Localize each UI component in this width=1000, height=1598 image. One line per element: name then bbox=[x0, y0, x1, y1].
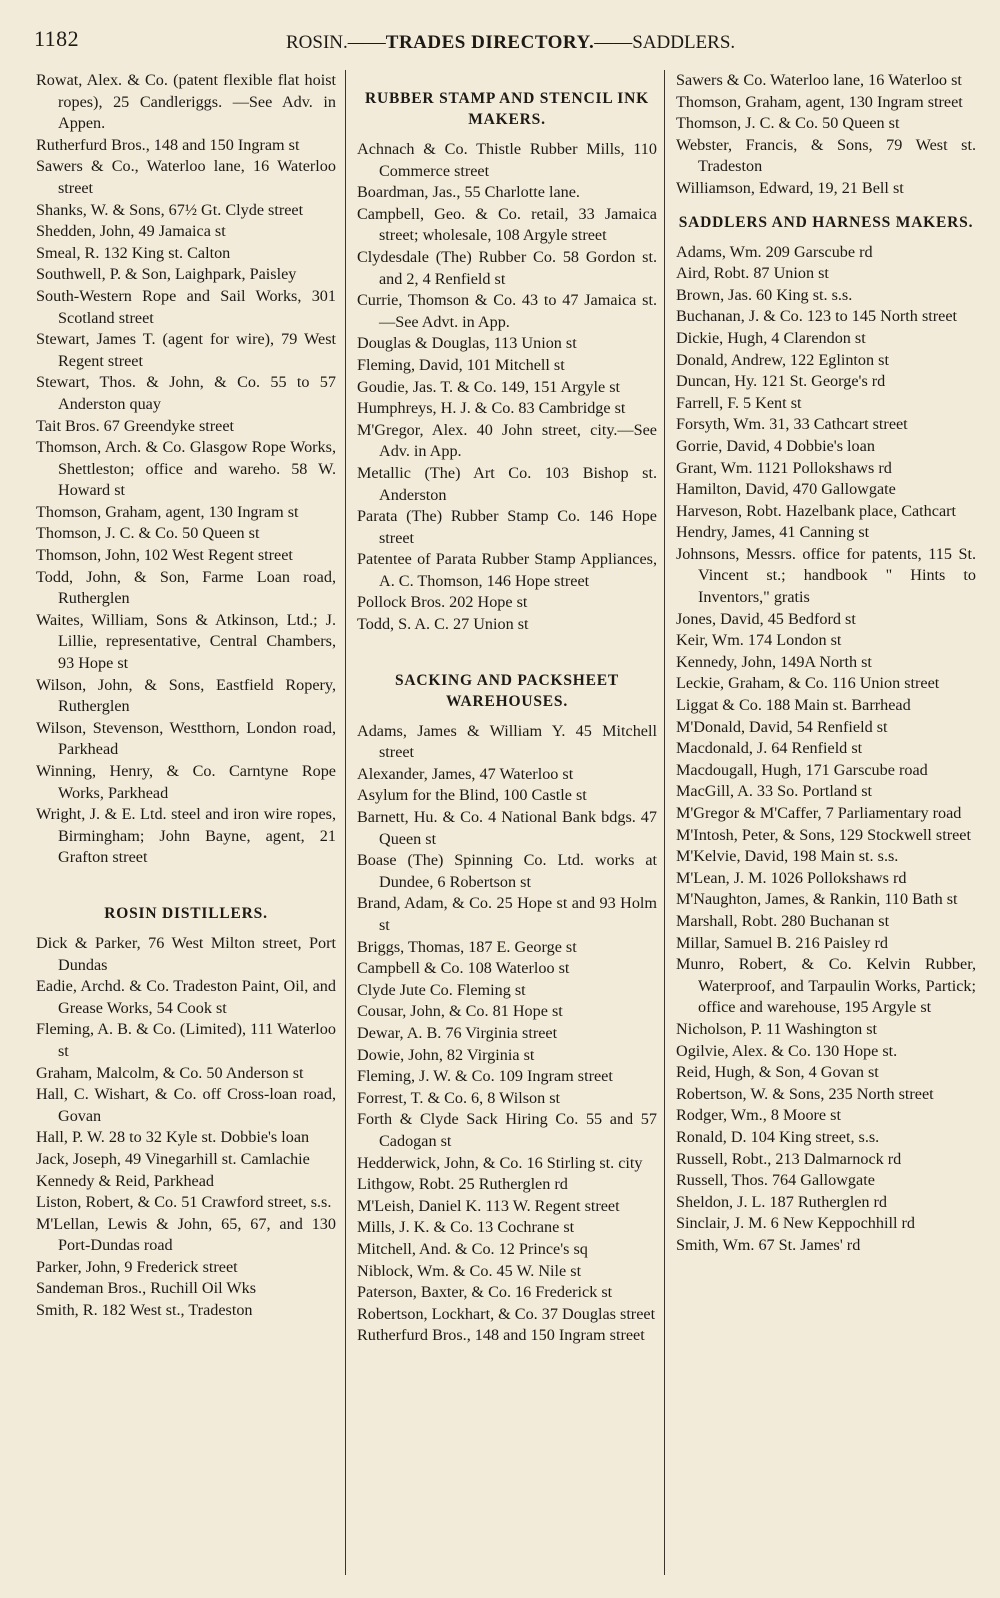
directory-entry: Clydesdale (The) Rubber Co. 58 Gordon st. and 2, 4 Renfield st bbox=[357, 247, 657, 288]
directory-entry: Waites, William, Sons & Atkinson, Ltd.; J. Lillie, representative, Central Chambers, 93 Hope st bbox=[36, 610, 336, 673]
section-heading-rubber-stamp: RUBBER STAMP AND STENCIL INK MAKERS. bbox=[365, 90, 649, 128]
directory-entry: Nicholson, P. 11 Washington st bbox=[676, 1019, 878, 1038]
directory-entry: MacGill, A. 33 So. Portland st bbox=[676, 782, 873, 801]
directory-entry: Aird, Robt. 87 Union st bbox=[676, 264, 829, 283]
directory-entry: Russell, Thos. 764 Gallowgate bbox=[676, 1171, 875, 1190]
directory-entry: Shanks, W. & Sons, 67½ Gt. Clyde street bbox=[36, 200, 304, 219]
directory-entry: Millar, Samuel B. 216 Paisley rd bbox=[676, 933, 889, 952]
directory-entry: Thomson, Graham, agent, 130 Ingram street bbox=[676, 92, 963, 111]
directory-entry: Rodger, Wm., 8 Moore st bbox=[676, 1106, 841, 1125]
rubber-stamp-entries bbox=[357, 139, 657, 636]
directory-entry: Sawers & Co., Waterloo lane, 16 Waterloo street bbox=[36, 157, 336, 197]
directory-entry: Graham, Malcolm, & Co. 50 Anderson st bbox=[36, 1063, 304, 1082]
directory-entry: Forsyth, Wm. 31, 33 Cathcart street bbox=[676, 415, 908, 434]
directory-entry: Briggs, Thomas, 187 E. George st bbox=[357, 937, 577, 956]
directory-entry: Robertson, W. & Sons, 235 North street bbox=[676, 1084, 934, 1103]
column-middle bbox=[357, 70, 657, 1347]
directory-entry: Alexander, James, 47 Waterloo st bbox=[357, 764, 574, 783]
directory-entry: Todd, John, & Son, Farme Loan road, Rutherglen bbox=[36, 567, 336, 608]
directory-entry: Wright, J. & E. Ltd. steel and iron wire ropes, Birmingham; John Bayne, agent, 21 Grafton street bbox=[36, 805, 336, 867]
section-heading-saddlers: SADDLERS AND HARNESS MAKERS. bbox=[678, 213, 974, 231]
directory-entry: Rowat, Alex. & Co. (patent flexible flat hoist ropes), 25 Candleriggs. —See Adv. in Appen. bbox=[36, 71, 336, 133]
directory-entry: Sandeman Bros., Ruchill Oil Wks bbox=[36, 1279, 257, 1298]
directory-entry: Kennedy & Reid, Parkhead bbox=[36, 1171, 215, 1190]
directory-entry: Russell, Robt., 213 Dalmarnock rd bbox=[676, 1149, 902, 1168]
directory-entry: Thomson, John, 102 West Regent street bbox=[36, 546, 293, 565]
directory-entry: Thomson, Graham, agent, 130 Ingram st bbox=[36, 502, 299, 521]
column-rule-right bbox=[664, 70, 665, 1575]
directory-entry: M'Intosh, Peter, & Sons, 129 Stockwell street bbox=[676, 825, 971, 844]
directory-entry: Ogilvie, Alex. & Co. 130 Hope st. bbox=[676, 1041, 898, 1060]
directory-entry: Lithgow, Robt. 25 Rutherglen rd bbox=[357, 1175, 568, 1194]
directory-entry: M'Kelvie, David, 198 Main st. s.s. bbox=[676, 847, 899, 866]
directory-entry: Patentee of Parata Rubber Stamp Appliances, A. C. Thomson, 146 Hope street bbox=[357, 550, 657, 590]
directory-entry: Liston, Robert, & Co. 51 Crawford street, s.s. bbox=[36, 1193, 332, 1212]
directory-entry: Thomson, J. C. & Co. 50 Queen st bbox=[676, 114, 900, 133]
directory-entry: Duncan, Hy. 121 St. George's rd bbox=[676, 372, 886, 391]
directory-entry: Currie, Thomson & Co. 43 to 47 Jamaica st.—See Advt. in App. bbox=[357, 291, 657, 331]
directory-entry: Buchanan, J. & Co. 123 to 145 North street bbox=[676, 307, 957, 326]
directory-entry: Goudie, Jas. T. & Co. 149, 151 Argyle st bbox=[357, 377, 621, 396]
directory-entry: Harveson, Robt. Hazelbank place, Cathcart bbox=[676, 501, 957, 520]
directory-entry: Smith, R. 182 West st., Tradeston bbox=[36, 1301, 253, 1320]
column-left bbox=[36, 70, 336, 1322]
directory-entry: Forth & Clyde Sack Hiring Co. 55 and 57 Cadogan st bbox=[357, 1110, 657, 1150]
directory-entry: Fleming, David, 101 Mitchell st bbox=[357, 355, 565, 374]
directory-entry: Parata (The) Rubber Stamp Co. 146 Hope street bbox=[357, 507, 657, 547]
directory-entry: South-Western Rope and Sail Works, 301 Scotland street bbox=[36, 286, 336, 327]
directory-entry: Dowie, John, 82 Virginia st bbox=[357, 1045, 535, 1064]
directory-entry: Asylum for the Blind, 100 Castle st bbox=[357, 786, 587, 805]
directory-entry: Dickie, Hugh, 4 Clarendon st bbox=[676, 328, 866, 347]
directory-entry: Boardman, Jas., 55 Charlotte lane. bbox=[357, 183, 580, 202]
directory-entry: Grant, Wm. 1121 Pollokshaws rd bbox=[676, 458, 892, 477]
directory-entry: Johnsons, Messrs. office for patents, 115 St. Vincent st.; handbook " Hints to Inventors," gratis bbox=[676, 544, 976, 607]
directory-entry: Gorrie, David, 4 Dobbie's loan bbox=[676, 436, 875, 455]
directory-entry: Kennedy, John, 149A North st bbox=[676, 652, 872, 671]
directory-entry: Hall, C. Wishart, & Co. off Cross-loan road, Govan bbox=[36, 1085, 336, 1125]
directory-entry: Farrell, F. 5 Kent st bbox=[676, 393, 802, 412]
directory-entry: Fleming, A. B. & Co. (Limited), 111 Waterloo st bbox=[36, 1020, 336, 1060]
page-number: 1182 bbox=[34, 26, 80, 51]
directory-entry: Sawers & Co. Waterloo lane, 16 Waterloo st bbox=[676, 71, 962, 89]
directory-entry: M'Donald, David, 54 Renfield st bbox=[676, 717, 888, 736]
directory-entry: Thomson, J. C. & Co. 50 Queen st bbox=[36, 524, 260, 543]
directory-entry: Sheldon, J. L. 187 Rutherglen rd bbox=[676, 1192, 888, 1211]
running-head-left: ROSIN. bbox=[286, 32, 348, 53]
directory-entry: Thomson, Arch. & Co. Glasgow Rope Works, Shettleston; office and wareho. 58 W. Howard st bbox=[36, 438, 336, 500]
running-head bbox=[286, 32, 846, 54]
directory-entry: M'Gregor, Alex. 40 John street, city.—See Adv. in App. bbox=[357, 420, 657, 461]
column-right bbox=[676, 70, 976, 1256]
directory-entry: Boase (The) Spinning Co. Ltd. works at Dundee, 6 Robertson st bbox=[357, 851, 657, 891]
directory-entry: Munro, Robert, & Co. Kelvin Rubber, Waterproof, and Tarpaulin Works, Partick; office and warehouse, 195 Argyle st bbox=[676, 955, 976, 1017]
directory-entry: Adams, Wm. 209 Garscube rd bbox=[676, 242, 873, 261]
directory-entry: M'Lean, J. M. 1026 Pollokshaws rd bbox=[676, 868, 907, 887]
directory-entry: Smeal, R. 132 King st. Calton bbox=[36, 243, 231, 262]
directory-entry: Wilson, Stevenson, Westthorn, London road, Parkhead bbox=[36, 718, 336, 759]
column-rule-left bbox=[345, 70, 346, 1575]
directory-entry: Ronald, D. 104 King street, s.s. bbox=[676, 1127, 880, 1146]
directory-entry: Dick & Parker, 76 West Milton street, Port Dundas bbox=[36, 933, 336, 974]
directory-entry: Achnach & Co. Thistle Rubber Mills, 110 Commerce street bbox=[357, 140, 657, 180]
directory-entry: Macdougall, Hugh, 171 Garscube road bbox=[676, 760, 928, 779]
section-heading-sacking: SACKING AND PACKSHEET WAREHOUSES. bbox=[394, 671, 620, 710]
directory-entry: Jones, David, 45 Bedford st bbox=[676, 609, 856, 628]
directory-entry: Humphreys, H. J. & Co. 83 Cambridge st bbox=[357, 399, 626, 418]
directory-entry: Liggat & Co. 188 Main st. Barrhead bbox=[676, 696, 911, 715]
directory-entry: Leckie, Graham, & Co. 116 Union street bbox=[676, 674, 940, 693]
rosin-distillers-entries bbox=[36, 933, 336, 1322]
directory-entry: Pollock Bros. 202 Hope st bbox=[357, 593, 528, 612]
rope-entries bbox=[36, 70, 336, 869]
directory-entry: Metallic (The) Art Co. 103 Bishop st. Anderston bbox=[357, 463, 657, 504]
directory-entry: Clyde Jute Co. Fleming st bbox=[357, 980, 526, 999]
running-head-title: TRADES DIRECTORY. bbox=[385, 32, 595, 53]
directory-entry: Douglas & Douglas, 113 Union st bbox=[357, 334, 577, 353]
directory-entry: Stewart, James T. (agent for wire), 79 West Regent street bbox=[36, 330, 336, 370]
directory-entry: Dewar, A. B. 76 Virginia street bbox=[357, 1023, 558, 1042]
directory-entry: Sinclair, J. M. 6 New Keppochhill rd bbox=[676, 1214, 915, 1233]
directory-entry: Barnett, Hu. & Co. 4 National Bank bdgs. 47 Queen st bbox=[357, 808, 657, 848]
directory-entry: Forrest, T. & Co. 6, 8 Wilson st bbox=[357, 1088, 561, 1107]
directory-entry: Niblock, Wm. & Co. 45 W. Nile st bbox=[357, 1261, 582, 1280]
directory-entry: Macdonald, J. 64 Renfield st bbox=[676, 739, 863, 758]
directory-entry: Hall, P. W. 28 to 32 Kyle st. Dobbie's loan bbox=[36, 1128, 310, 1147]
sacking-entries bbox=[357, 721, 657, 1347]
directory-entry: Campbell & Co. 108 Waterloo st bbox=[357, 959, 570, 978]
directory-entry: Donald, Andrew, 122 Eglinton st bbox=[676, 350, 889, 369]
directory-entry: Stewart, Thos. & John, & Co. 55 to 57 Anderston quay bbox=[36, 373, 336, 413]
directory-entry: Fleming, J. W. & Co. 109 Ingram street bbox=[357, 1067, 613, 1086]
directory-entry: Hendry, James, 41 Canning st bbox=[676, 523, 870, 542]
directory-entry: Tait Bros. 67 Greendyke street bbox=[36, 416, 235, 435]
directory-entry: Reid, Hugh, & Son, 4 Govan st bbox=[676, 1063, 879, 1082]
directory-entry: Marshall, Robt. 280 Buchanan st bbox=[676, 911, 890, 930]
directory-entry: Robertson, Lockhart, & Co. 37 Douglas street bbox=[357, 1304, 656, 1323]
directory-entry: Mitchell, And. & Co. 12 Prince's sq bbox=[357, 1239, 588, 1258]
dash-right: —— bbox=[594, 32, 633, 53]
running-head-right: SADDLERS. bbox=[632, 32, 736, 53]
directory-entry: Hamilton, David, 470 Gallowgate bbox=[676, 480, 896, 499]
directory-entry: Webster, Francis, & Sons, 79 West st. Tradeston bbox=[676, 135, 976, 176]
page-header bbox=[34, 26, 974, 60]
rope-continued-entries bbox=[676, 70, 976, 200]
directory-entry: Shedden, John, 49 Jamaica st bbox=[36, 222, 226, 241]
directory-entry: Cousar, John, & Co. 81 Hope st bbox=[357, 1002, 563, 1021]
directory-entry: Paterson, Baxter, & Co. 16 Frederick st bbox=[357, 1283, 613, 1302]
directory-entry: M'Gregor & M'Caffer, 7 Parliamentary road bbox=[676, 804, 962, 822]
directory-entry: Smith, Wm. 67 St. James' rd bbox=[676, 1235, 861, 1254]
directory-entry: Parker, John, 9 Frederick street bbox=[36, 1257, 238, 1276]
directory-entry: Jack, Joseph, 49 Vinegarhill st. Camlachie bbox=[36, 1149, 310, 1168]
directory-entry: Todd, S. A. C. 27 Union st bbox=[357, 615, 529, 634]
directory-entry: Williamson, Edward, 19, 21 Bell st bbox=[676, 178, 904, 197]
directory-entry: Adams, James & William Y. 45 Mitchell street bbox=[357, 721, 657, 762]
directory-entry: Wilson, John, & Sons, Eastfield Ropery, Rutherglen bbox=[36, 675, 336, 716]
dash-left: —— bbox=[347, 32, 386, 53]
directory-entry: M'Naughton, James, & Rankin, 110 Bath st bbox=[676, 890, 958, 909]
directory-entry: M'Lellan, Lewis & John, 65, 67, and 130 Port-Dundas road bbox=[36, 1214, 336, 1255]
directory-entry: Mills, J. K. & Co. 13 Cochrane st bbox=[357, 1218, 575, 1237]
directory-entry: Winning, Henry, & Co. Carntyne Rope Works, Parkhead bbox=[36, 762, 336, 802]
section-heading-rosin-distillers: ROSIN DISTILLERS. bbox=[104, 904, 268, 922]
directory-entry: Rutherfurd Bros., 148 and 150 Ingram street bbox=[357, 1326, 645, 1345]
directory-entry: Brown, Jas. 60 King st. s.s. bbox=[676, 285, 853, 304]
directory-entry: Hedderwick, John, & Co. 16 Stirling st. city bbox=[357, 1153, 643, 1172]
directory-entry: Rutherfurd Bros., 148 and 150 Ingram st bbox=[36, 135, 300, 154]
directory-entry: Brand, Adam, & Co. 25 Hope st and 93 Holm st bbox=[357, 894, 657, 934]
directory-entry: Eadie, Archd. & Co. Tradeston Paint, Oil, and Grease Works, 54 Cook st bbox=[36, 977, 336, 1017]
directory-entry: M'Leish, Daniel K. 113 W. Regent street bbox=[357, 1196, 620, 1215]
directory-entry: Campbell, Geo. & Co. retail, 33 Jamaica street; wholesale, 108 Argyle street bbox=[357, 204, 657, 245]
directory-entry: Southwell, P. & Son, Laighpark, Paisley bbox=[36, 265, 297, 284]
saddlers-entries bbox=[676, 242, 976, 1257]
directory-entry: Keir, Wm. 174 London st bbox=[676, 631, 842, 650]
